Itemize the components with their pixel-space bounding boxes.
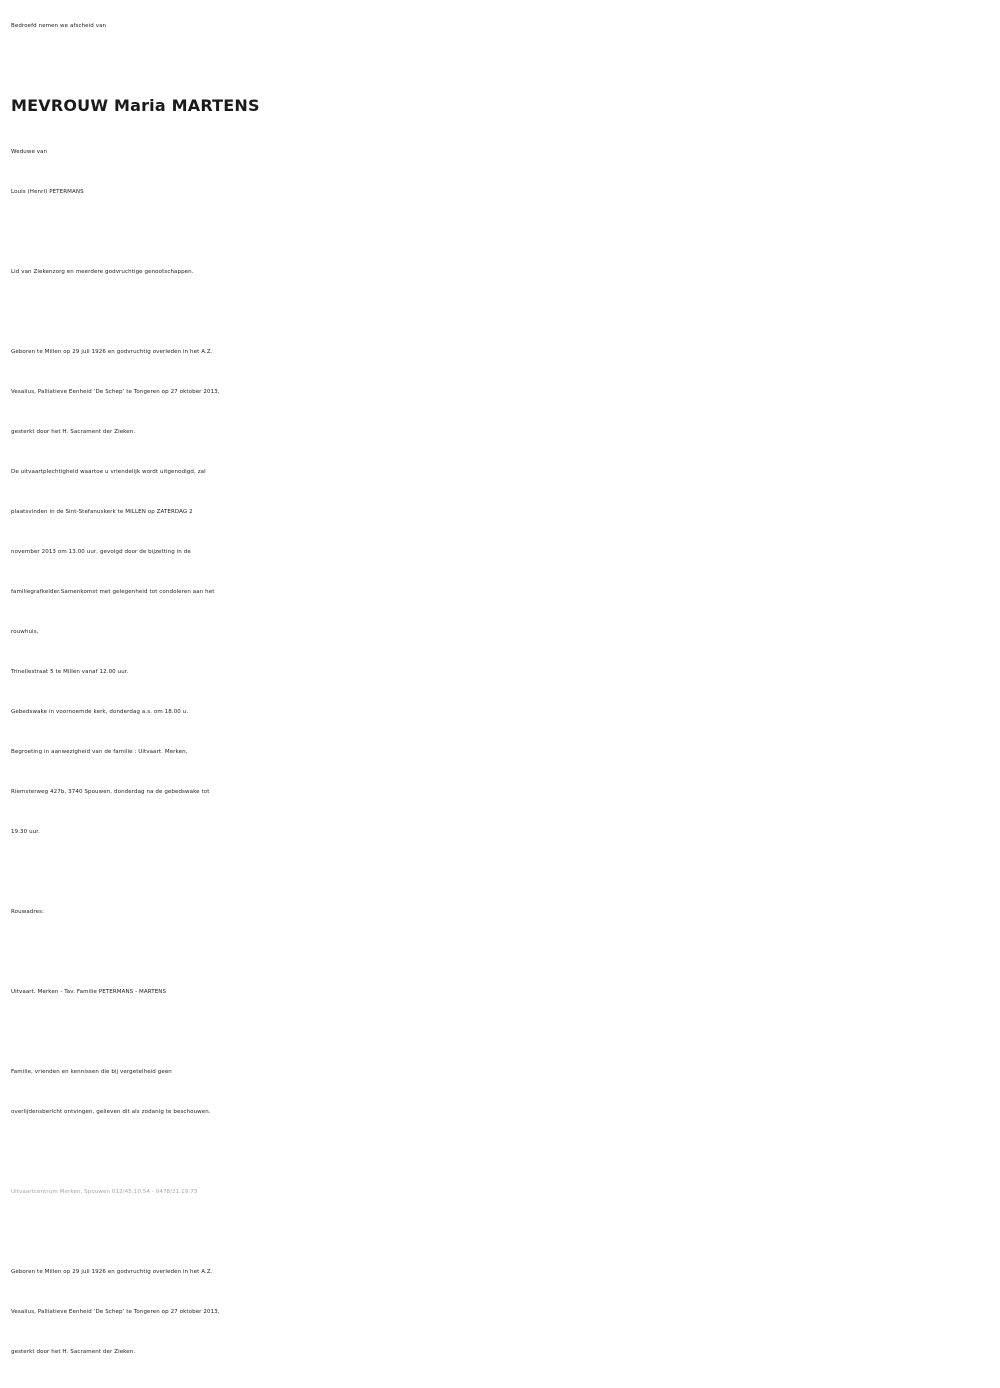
text-line: 19.30 uur. xyxy=(11,829,40,835)
spacer xyxy=(11,1212,988,1252)
funeral-home-contact: Uitvaartcentrum Merken, Spouwen 012/45.10.54 - 0478/21.19.73 xyxy=(11,1189,198,1195)
text-line: overlijdensbericht ontvingen, gelieven dit als zodanig te beschouwen. xyxy=(11,1109,211,1115)
text-line: Vesalius, Palliatieve Eenheid ‘De Schep’ te Tongeren op 27 oktober 2013, xyxy=(11,1309,220,1315)
text-line: rouwhuis, xyxy=(11,629,39,635)
text-line: familiegrafkelder.Samenkomst met gelegenheid tot condoleren aan het xyxy=(11,589,215,595)
text-line: Geboren te Millen op 29 juli 1926 en godvruchtig overleden in het A.Z. xyxy=(11,349,213,355)
rouwadres-label: Rouwadres: xyxy=(11,909,45,915)
intro-text: Bedroefd nemen we afscheid van xyxy=(11,23,107,29)
text-line: De uitvaartplechtigheid waartoe u vriendelijk wordt uitgenodigd, zal xyxy=(11,469,206,475)
widow-line: Weduwe van xyxy=(11,149,48,155)
text-line: plaatsvinden in de Sint-Stefanuskerk te MILLEN op ZATERDAG 2 xyxy=(11,509,193,515)
text-line: Vesalius, Palliatieve Eenheid ‘De Schep’ te Tongeren op 27 oktober 2013, xyxy=(11,389,220,395)
text-line: Begroeting in aanwezigheid van de familie : Uitvaart. Merken, xyxy=(11,749,188,755)
spacer xyxy=(11,292,988,332)
text-line: november 2013 om 13.00 uur, gevolgd door de bijzetting in de xyxy=(11,549,191,555)
text-line: Geboren te Millen op 29 juli 1926 en godvruchtig overleden in het A.Z. xyxy=(11,1269,213,1275)
deceased-name: MEVROUW Maria MARTENS xyxy=(11,96,260,115)
spacer xyxy=(11,932,988,972)
text-line: Gebedswake in voornoemde kerk, donderdag a.s. om 18.00 u. xyxy=(11,709,189,715)
spacer xyxy=(11,1012,988,1052)
spacer xyxy=(11,212,988,252)
notice-block xyxy=(11,1052,988,1132)
text-line: gesterkt door het H. Sacrament der Zieken. xyxy=(11,1349,136,1355)
spacer xyxy=(11,1132,988,1172)
birth-and-service-block xyxy=(11,332,988,852)
spouse-name: Louis (Henri) PETERMANS xyxy=(11,189,84,195)
membership-text: Lid van Ziekenzorg en meerdere godvruchtige genootschappen. xyxy=(11,269,194,275)
rouwadres-text: Uitvaart. Merken - Tav. Familie PETERMANS - MARTENS xyxy=(11,989,167,995)
text-line: gesterkt door het H. Sacrament der Zieken. xyxy=(11,429,136,435)
spacer xyxy=(11,852,988,892)
repeat-birth-block xyxy=(11,1252,988,1372)
text-line: Riemsterweg 427b, 3740 Spouwen, donderdag na de gebedswake tot xyxy=(11,789,210,795)
text-line: Trinellestraat 5 te Millen vanaf 12.00 uur. xyxy=(11,669,129,675)
text-line: Familie, vrienden en kennissen die bij vergetelheid geen xyxy=(11,1069,172,1075)
